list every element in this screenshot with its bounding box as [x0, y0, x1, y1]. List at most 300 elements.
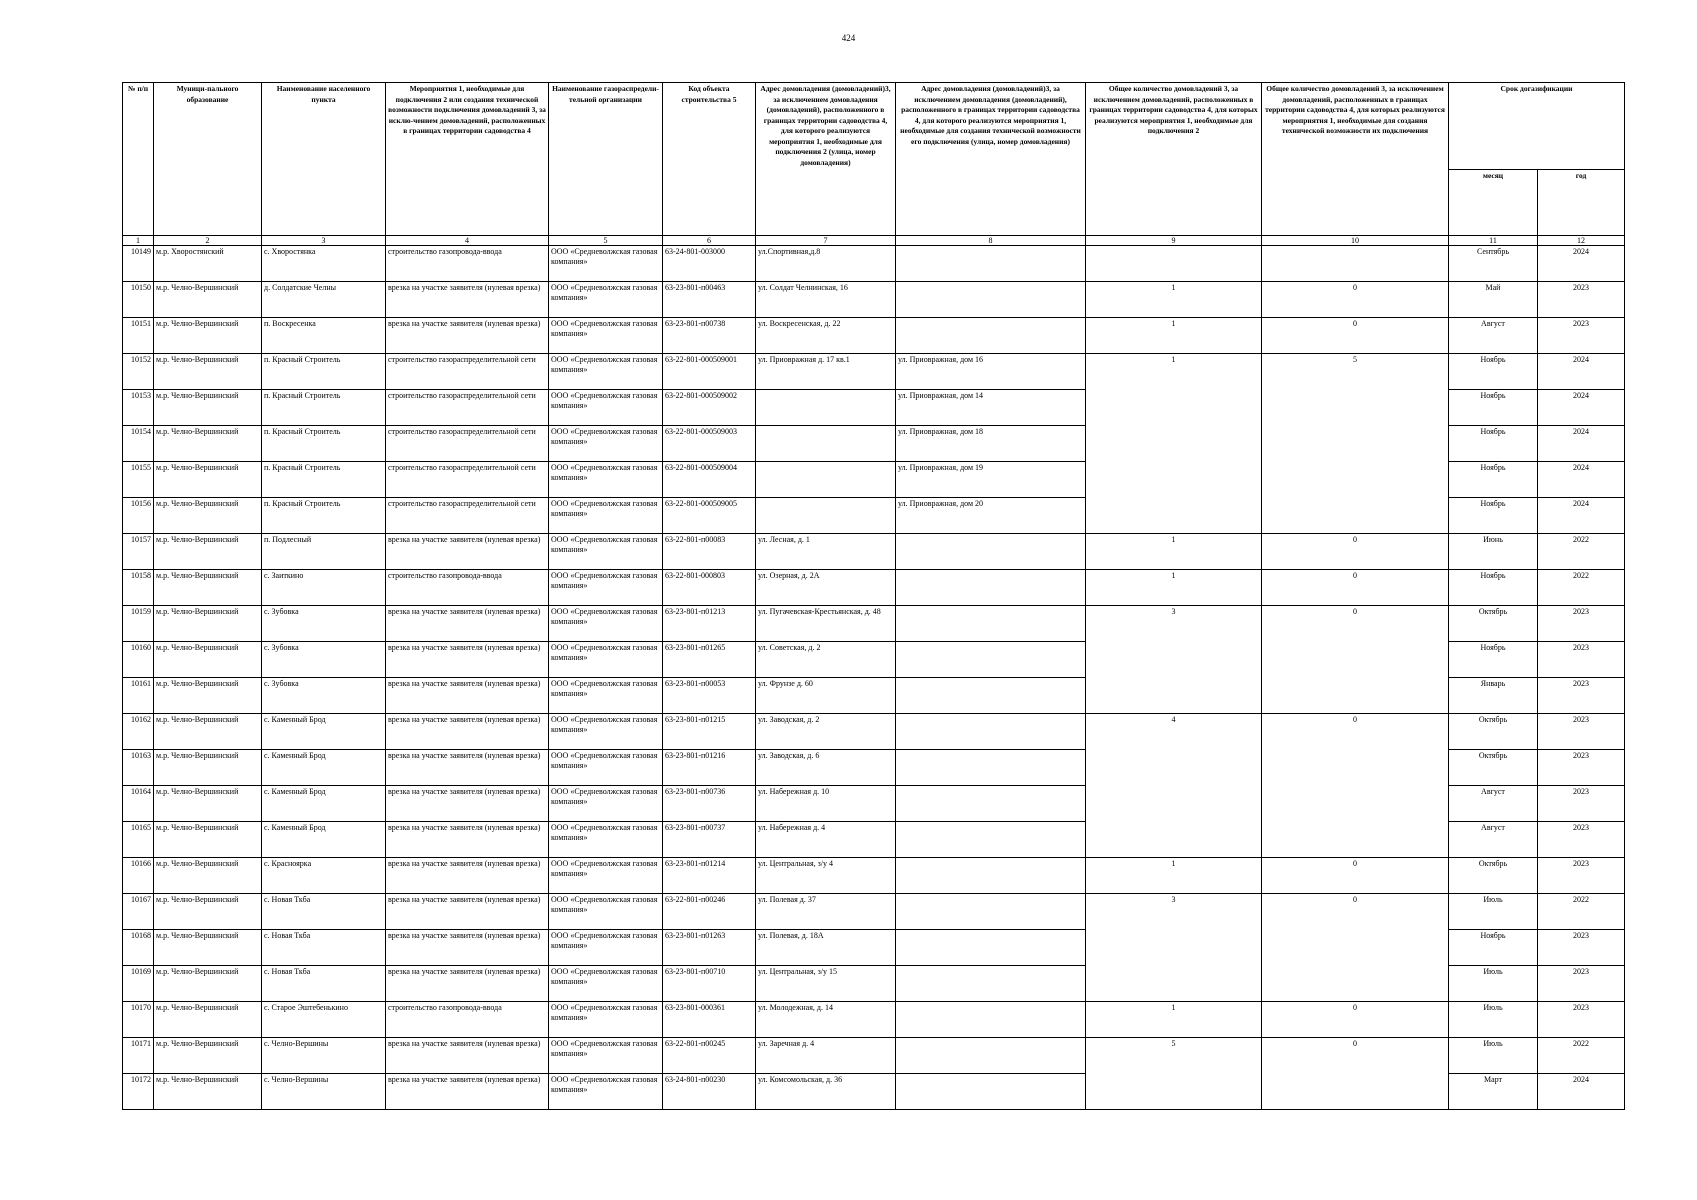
organization-cell: ООО «Средневолжская газовая компания»	[549, 1002, 663, 1038]
measure-cell: врезка на участке заявителя (нулевая врезка)	[386, 966, 549, 1002]
row-number: 10166	[123, 858, 154, 894]
month-cell: Ноябрь	[1449, 642, 1538, 678]
row-number: 10168	[123, 930, 154, 966]
object-code-cell: 63-23-801-000361	[663, 1002, 756, 1038]
object-code-cell: 63-22-801-п00246	[663, 894, 756, 930]
count-connection-cell: 1	[1086, 354, 1262, 534]
row-number: 10150	[123, 282, 154, 318]
measure-cell: врезка на участке заявителя (нулевая врезка)	[386, 678, 549, 714]
municipality-cell: м.р. Челно-Вершинский	[154, 354, 262, 390]
object-code-cell: 63-23-801-п01214	[663, 858, 756, 894]
count-technical-cell: 0	[1262, 570, 1449, 606]
row-number: 10154	[123, 426, 154, 462]
measure-cell: строительство газораспределительной сети	[386, 498, 549, 534]
row-number: 10172	[123, 1074, 154, 1110]
object-code-cell: 63-24-801-п00230	[663, 1074, 756, 1110]
address-connection-cell	[756, 498, 896, 534]
year-cell: 2024	[1538, 354, 1625, 390]
table-row	[123, 354, 1625, 390]
header-year: год	[1538, 170, 1625, 236]
measure-cell: врезка на участке заявителя (нулевая врезка)	[386, 714, 549, 750]
count-technical-cell: 0	[1262, 318, 1449, 354]
month-cell: Июль	[1449, 894, 1538, 930]
month-cell: Май	[1449, 282, 1538, 318]
settlement-cell: с. Челно-Вершины	[262, 1074, 386, 1110]
organization-cell: ООО «Средневолжская газовая компания»	[549, 1038, 663, 1074]
object-code-cell: 63-22-801-п00083	[663, 534, 756, 570]
address-technical-cell: ул. Приовражная, дом 14	[896, 390, 1086, 426]
municipality-cell: м.р. Челно-Вершинский	[154, 1038, 262, 1074]
organization-cell: ООО «Средневолжская газовая компания»	[549, 750, 663, 786]
settlement-cell: п. Красный Строитель	[262, 426, 386, 462]
year-cell: 2022	[1538, 570, 1625, 606]
table-row	[123, 570, 1625, 606]
address-technical-cell	[896, 714, 1086, 750]
year-cell: 2023	[1538, 714, 1625, 750]
column-number: 4	[386, 236, 549, 246]
header-count-technical: Общее количество домовладений 3, за исключением домовладений, расположенных в границах территории садоводства 4, для которых реализуются мероприятия 1, необходимые для создания технической возможности их подключения	[1262, 83, 1449, 236]
organization-cell: ООО «Средневолжская газовая компания»	[549, 354, 663, 390]
page-number: 424	[841, 33, 856, 43]
year-cell: 2023	[1538, 930, 1625, 966]
address-connection-cell: ул. Приовражная д. 17 кв.1	[756, 354, 896, 390]
column-number: 2	[154, 236, 262, 246]
address-connection-cell: ул. Пугачевская-Крестьянская, д. 48	[756, 606, 896, 642]
month-cell: Июнь	[1449, 534, 1538, 570]
year-cell: 2023	[1538, 606, 1625, 642]
measure-cell: врезка на участке заявителя (нулевая врезка)	[386, 1074, 549, 1110]
count-connection-cell: 5	[1086, 1038, 1262, 1110]
address-technical-cell	[896, 570, 1086, 606]
table-row	[123, 714, 1625, 750]
organization-cell: ООО «Средневолжская газовая компания»	[549, 858, 663, 894]
address-technical-cell: ул. Приовражная, дом 16	[896, 354, 1086, 390]
address-connection-cell: ул. Воскресенская, д. 22	[756, 318, 896, 354]
count-connection-cell: 3	[1086, 894, 1262, 1002]
settlement-cell: п. Подлесный	[262, 534, 386, 570]
object-code-cell: 63-22-801-000803	[663, 570, 756, 606]
address-connection-cell: ул. Заводская, д. 6	[756, 750, 896, 786]
table-row	[123, 282, 1625, 318]
measure-cell: врезка на участке заявителя (нулевая врезка)	[386, 642, 549, 678]
address-technical-cell: ул. Приовражная, дом 18	[896, 426, 1086, 462]
municipality-cell: м.р. Челно-Вершинский	[154, 534, 262, 570]
count-connection-cell: 1	[1086, 858, 1262, 894]
settlement-cell: п. Красный Строитель	[262, 354, 386, 390]
row-number: 10159	[123, 606, 154, 642]
table-row	[123, 534, 1625, 570]
column-number: 1	[123, 236, 154, 246]
address-connection-cell: ул. Фрунзе д. 60	[756, 678, 896, 714]
municipality-cell: м.р. Челно-Вершинский	[154, 462, 262, 498]
object-code-cell: 63-23-801-п00710	[663, 966, 756, 1002]
month-cell: Ноябрь	[1449, 930, 1538, 966]
settlement-cell: с. Новая Ткба	[262, 894, 386, 930]
address-connection-cell: ул. Полевая, д. 18А	[756, 930, 896, 966]
month-cell: Январь	[1449, 678, 1538, 714]
measure-cell: строительство газопровода-ввода	[386, 1002, 549, 1038]
organization-cell: ООО «Средневолжская газовая компания»	[549, 390, 663, 426]
count-connection-cell: 4	[1086, 714, 1262, 858]
count-technical-cell: 0	[1262, 1038, 1449, 1110]
address-connection-cell: ул. Озерная, д. 2А	[756, 570, 896, 606]
organization-cell: ООО «Средневолжская газовая компания»	[549, 570, 663, 606]
organization-cell: ООО «Средневолжская газовая компания»	[549, 1074, 663, 1110]
object-code-cell: 63-24-801-003000	[663, 246, 756, 282]
header-number: № п/п	[123, 83, 154, 236]
count-connection-cell: 3	[1086, 606, 1262, 714]
header-address-technical: Адрес домовладения (домовладений)3, за исключением домовладения (домовладений), расположенного в границах территории садоводства 4, для которого реализуются мероприятия 1, необходимые для создания технической возможности его подключения (улица, номер домовладения)	[896, 83, 1086, 236]
row-number: 10156	[123, 498, 154, 534]
measure-cell: врезка на участке заявителя (нулевая врезка)	[386, 786, 549, 822]
header-object-code: Код объекта строительства 5	[663, 83, 756, 236]
measure-cell: врезка на участке заявителя (нулевая врезка)	[386, 750, 549, 786]
row-number: 10149	[123, 246, 154, 282]
organization-cell: ООО «Средневолжская газовая компания»	[549, 534, 663, 570]
table-row	[123, 858, 1625, 894]
month-cell: Ноябрь	[1449, 462, 1538, 498]
measure-cell: врезка на участке заявителя (нулевая врезка)	[386, 822, 549, 858]
month-cell: Август	[1449, 786, 1538, 822]
row-number: 10160	[123, 642, 154, 678]
municipality-cell: м.р. Челно-Вершинский	[154, 282, 262, 318]
address-connection-cell: ул. Комсомольская, д. 36	[756, 1074, 896, 1110]
measure-cell: строительство газораспределительной сети	[386, 354, 549, 390]
object-code-cell: 63-23-801-п01215	[663, 714, 756, 750]
object-code-cell: 63-23-801-п00053	[663, 678, 756, 714]
measure-cell: строительство газораспределительной сети	[386, 462, 549, 498]
object-code-cell: 63-22-801-000509003	[663, 426, 756, 462]
measure-cell: строительство газопровода-ввода	[386, 570, 549, 606]
row-number: 10162	[123, 714, 154, 750]
year-cell: 2024	[1538, 462, 1625, 498]
year-cell: 2023	[1538, 858, 1625, 894]
measure-cell: врезка на участке заявителя (нулевая врезка)	[386, 318, 549, 354]
month-cell: Октябрь	[1449, 606, 1538, 642]
year-cell: 2024	[1538, 498, 1625, 534]
settlement-cell: с. Зубовка	[262, 606, 386, 642]
column-number: 7	[756, 236, 896, 246]
municipality-cell: м.р. Челно-Вершинский	[154, 930, 262, 966]
organization-cell: ООО «Средневолжская газовая компания»	[549, 426, 663, 462]
row-number: 10169	[123, 966, 154, 1002]
organization-cell: ООО «Средневолжская газовая компания»	[549, 498, 663, 534]
object-code-cell: 63-23-801-п00463	[663, 282, 756, 318]
table-row	[123, 1038, 1625, 1074]
settlement-cell: с. Красноярка	[262, 858, 386, 894]
settlement-cell: п. Красный Строитель	[262, 390, 386, 426]
year-cell: 2022	[1538, 1038, 1625, 1074]
table-row	[123, 246, 1625, 282]
object-code-cell: 63-23-801-п00736	[663, 786, 756, 822]
organization-cell: ООО «Средневолжская газовая компания»	[549, 282, 663, 318]
settlement-cell: п. Красный Строитель	[262, 462, 386, 498]
measure-cell: врезка на участке заявителя (нулевая врезка)	[386, 282, 549, 318]
address-technical-cell	[896, 822, 1086, 858]
year-cell: 2023	[1538, 966, 1625, 1002]
address-technical-cell	[896, 1002, 1086, 1038]
count-connection-cell	[1086, 246, 1262, 282]
settlement-cell: с. Зубовка	[262, 642, 386, 678]
municipality-cell: м.р. Челно-Вершинский	[154, 678, 262, 714]
address-technical-cell	[896, 750, 1086, 786]
table-row	[123, 1002, 1625, 1038]
year-cell: 2024	[1538, 246, 1625, 282]
settlement-cell: п. Красный Строитель	[262, 498, 386, 534]
month-cell: Июль	[1449, 1038, 1538, 1074]
row-number: 10155	[123, 462, 154, 498]
organization-cell: ООО «Средневолжская газовая компания»	[549, 894, 663, 930]
column-number: 12	[1538, 236, 1625, 246]
municipality-cell: м.р. Челно-Вершинский	[154, 606, 262, 642]
organization-cell: ООО «Средневолжская газовая компания»	[549, 318, 663, 354]
settlement-cell: с. Хворостянка	[262, 246, 386, 282]
object-code-cell: 63-23-801-п00737	[663, 822, 756, 858]
municipality-cell: м.р. Челно-Вершинский	[154, 894, 262, 930]
municipality-cell: м.р. Челно-Вершинский	[154, 966, 262, 1002]
year-cell: 2023	[1538, 786, 1625, 822]
count-technical-cell: 0	[1262, 714, 1449, 858]
object-code-cell: 63-22-801-000509004	[663, 462, 756, 498]
row-number: 10158	[123, 570, 154, 606]
month-cell: Октябрь	[1449, 858, 1538, 894]
address-connection-cell	[756, 426, 896, 462]
measure-cell: строительство газопровода-ввода	[386, 246, 549, 282]
address-connection-cell: ул. Лесная, д. 1	[756, 534, 896, 570]
month-cell: Октябрь	[1449, 714, 1538, 750]
measure-cell: врезка на участке заявителя (нулевая врезка)	[386, 606, 549, 642]
address-technical-cell	[896, 894, 1086, 930]
column-number: 8	[896, 236, 1086, 246]
year-cell: 2023	[1538, 750, 1625, 786]
organization-cell: ООО «Средневолжская газовая компания»	[549, 462, 663, 498]
month-cell: Август	[1449, 822, 1538, 858]
address-connection-cell: ул. Заречная д. 4	[756, 1038, 896, 1074]
settlement-cell: с. Челно-Вершины	[262, 1038, 386, 1074]
measure-cell: врезка на участке заявителя (нулевая врезка)	[386, 1038, 549, 1074]
count-connection-cell: 1	[1086, 534, 1262, 570]
row-number: 10167	[123, 894, 154, 930]
address-technical-cell	[896, 786, 1086, 822]
year-cell: 2023	[1538, 1002, 1625, 1038]
municipality-cell: м.р. Челно-Вершинский	[154, 570, 262, 606]
row-number: 10164	[123, 786, 154, 822]
address-technical-cell	[896, 318, 1086, 354]
organization-cell: ООО «Средневолжская газовая компания»	[549, 966, 663, 1002]
month-cell: Июль	[1449, 1002, 1538, 1038]
year-cell: 2023	[1538, 678, 1625, 714]
row-number: 10153	[123, 390, 154, 426]
gasification-table	[122, 82, 1625, 1110]
header-settlement: Наименование населенного пункта	[262, 83, 386, 236]
month-cell: Октябрь	[1449, 750, 1538, 786]
address-technical-cell	[896, 678, 1086, 714]
address-connection-cell	[756, 390, 896, 426]
address-technical-cell	[896, 282, 1086, 318]
row-number: 10157	[123, 534, 154, 570]
table-row	[123, 318, 1625, 354]
table-row	[123, 894, 1625, 930]
object-code-cell: 63-22-801-п00245	[663, 1038, 756, 1074]
count-technical-cell: 0	[1262, 534, 1449, 570]
measure-cell: врезка на участке заявителя (нулевая врезка)	[386, 894, 549, 930]
month-cell: Июль	[1449, 966, 1538, 1002]
count-technical-cell	[1262, 246, 1449, 282]
row-number: 10152	[123, 354, 154, 390]
municipality-cell: м.р. Челно-Вершинский	[154, 786, 262, 822]
header-deadline: Срок догазификации	[1449, 83, 1625, 170]
column-number: 6	[663, 236, 756, 246]
settlement-cell: с. Новая Ткба	[262, 930, 386, 966]
column-number: 9	[1086, 236, 1262, 246]
table-row	[123, 606, 1625, 642]
year-cell: 2024	[1538, 426, 1625, 462]
object-code-cell: 63-23-801-п01213	[663, 606, 756, 642]
organization-cell: ООО «Средневолжская газовая компания»	[549, 714, 663, 750]
measure-cell: строительство газораспределительной сети	[386, 390, 549, 426]
header-count-connection: Общее количество домовладений 3, за исключением домовладений, расположенных в границах территории садоводства 4, для которых реализуются мероприятия 1, необходимые для подключения 2	[1086, 83, 1262, 236]
object-code-cell: 63-22-801-000509002	[663, 390, 756, 426]
organization-cell: ООО «Средневолжская газовая компания»	[549, 786, 663, 822]
address-technical-cell	[896, 930, 1086, 966]
count-technical-cell: 0	[1262, 894, 1449, 1002]
month-cell: Ноябрь	[1449, 498, 1538, 534]
municipality-cell: м.р. Челно-Вершинский	[154, 1002, 262, 1038]
organization-cell: ООО «Средневолжская газовая компания»	[549, 678, 663, 714]
row-number: 10170	[123, 1002, 154, 1038]
address-technical-cell	[896, 606, 1086, 642]
address-technical-cell	[896, 858, 1086, 894]
organization-cell: ООО «Средневолжская газовая компания»	[549, 606, 663, 642]
count-connection-cell: 1	[1086, 1002, 1262, 1038]
header-month: месяц	[1449, 170, 1538, 236]
month-cell: Март	[1449, 1074, 1538, 1110]
address-technical-cell: ул. Приовражная, дом 19	[896, 462, 1086, 498]
address-connection-cell: ул. Солдат Челнинская, 16	[756, 282, 896, 318]
address-connection-cell: ул. Советская, д. 2	[756, 642, 896, 678]
organization-cell: ООО «Средневолжская газовая компания»	[549, 822, 663, 858]
address-technical-cell	[896, 642, 1086, 678]
address-connection-cell: ул. Набережная д. 4	[756, 822, 896, 858]
measure-cell: врезка на участке заявителя (нулевая врезка)	[386, 930, 549, 966]
address-technical-cell	[896, 534, 1086, 570]
count-technical-cell: 5	[1262, 354, 1449, 534]
measure-cell: строительство газораспределительной сети	[386, 426, 549, 462]
settlement-cell: с. Каменный Брод	[262, 714, 386, 750]
header-address-connection: Адрес домовладения (домовладений)3, за исключением домовладения (домовладений), расположенного в границах территории садоводства 4, для которого реализуются мероприятия 1, необходимые для подключения 2 (улица, номер домовладения)	[756, 83, 896, 236]
object-code-cell: 63-22-801-000509005	[663, 498, 756, 534]
settlement-cell: п. Воскресенка	[262, 318, 386, 354]
row-number: 10151	[123, 318, 154, 354]
month-cell: Ноябрь	[1449, 570, 1538, 606]
row-number: 10171	[123, 1038, 154, 1074]
year-cell: 2023	[1538, 642, 1625, 678]
row-number: 10161	[123, 678, 154, 714]
address-technical-cell	[896, 1038, 1086, 1074]
count-technical-cell: 0	[1262, 606, 1449, 714]
settlement-cell: с. Каменный Брод	[262, 750, 386, 786]
municipality-cell: м.р. Хворостянский	[154, 246, 262, 282]
address-connection-cell: ул. Полевая д. 37	[756, 894, 896, 930]
year-cell: 2022	[1538, 894, 1625, 930]
column-number: 3	[262, 236, 386, 246]
measure-cell: врезка на участке заявителя (нулевая врезка)	[386, 858, 549, 894]
organization-cell: ООО «Средневолжская газовая компания»	[549, 930, 663, 966]
table-header	[123, 83, 1625, 236]
year-cell: 2024	[1538, 1074, 1625, 1110]
address-connection-cell: ул. Заводская, д. 2	[756, 714, 896, 750]
month-cell: Август	[1449, 318, 1538, 354]
year-cell: 2023	[1538, 282, 1625, 318]
count-connection-cell: 1	[1086, 318, 1262, 354]
object-code-cell: 63-23-801-п00738	[663, 318, 756, 354]
count-technical-cell: 0	[1262, 282, 1449, 318]
settlement-cell: с. Старое Эштебенькино	[262, 1002, 386, 1038]
object-code-cell: 63-23-801-п01265	[663, 642, 756, 678]
column-number: 5	[549, 236, 663, 246]
organization-cell: ООО «Средневолжская газовая компания»	[549, 246, 663, 282]
municipality-cell: м.р. Челно-Вершинский	[154, 1074, 262, 1110]
address-connection-cell: ул.Спортивная,д.8	[756, 246, 896, 282]
settlement-cell: с. Каменный Брод	[262, 822, 386, 858]
address-technical-cell: ул. Приовражная, дом 20	[896, 498, 1086, 534]
year-cell: 2024	[1538, 390, 1625, 426]
organization-cell: ООО «Средневолжская газовая компания»	[549, 642, 663, 678]
count-connection-cell: 1	[1086, 570, 1262, 606]
address-connection-cell: ул. Молодежная, д. 14	[756, 1002, 896, 1038]
year-cell: 2023	[1538, 318, 1625, 354]
municipality-cell: м.р. Челно-Вершинский	[154, 642, 262, 678]
month-cell: Ноябрь	[1449, 390, 1538, 426]
object-code-cell: 63-23-801-п01263	[663, 930, 756, 966]
settlement-cell: с. Каменный Брод	[262, 786, 386, 822]
address-connection-cell: ул. Центральная, з/у 4	[756, 858, 896, 894]
header-organization: Наименование газораспредели-тельной организации	[549, 83, 663, 236]
settlement-cell: с. Заиткино	[262, 570, 386, 606]
address-connection-cell	[756, 462, 896, 498]
count-technical-cell: 0	[1262, 1002, 1449, 1038]
object-code-cell: 63-23-801-п01216	[663, 750, 756, 786]
municipality-cell: м.р. Челно-Вершинский	[154, 750, 262, 786]
address-technical-cell	[896, 966, 1086, 1002]
count-connection-cell: 1	[1086, 282, 1262, 318]
address-connection-cell: ул. Набережная д. 10	[756, 786, 896, 822]
municipality-cell: м.р. Челно-Вершинский	[154, 318, 262, 354]
municipality-cell: м.р. Челно-Вершинский	[154, 858, 262, 894]
month-cell: Сентябрь	[1449, 246, 1538, 282]
municipality-cell: м.р. Челно-Вершинский	[154, 714, 262, 750]
settlement-cell: с. Зубовка	[262, 678, 386, 714]
column-number-row	[123, 236, 1625, 246]
header-measures: Мероприятия 1, необходимые для подключения 2 или создания технической возможности подключения домовладений 3, за исклю-чением домовладений, расположенных в границах территории садоводства 4	[386, 83, 549, 236]
header-municipality: Муници-пального образование	[154, 83, 262, 236]
object-code-cell: 63-22-801-000509001	[663, 354, 756, 390]
municipality-cell: м.р. Челно-Вершинский	[154, 426, 262, 462]
address-connection-cell: ул. Центральная, з/у 15	[756, 966, 896, 1002]
municipality-cell: м.р. Челно-Вершинский	[154, 498, 262, 534]
address-technical-cell	[896, 1074, 1086, 1110]
measure-cell: врезка на участке заявителя (нулевая врезка)	[386, 534, 549, 570]
month-cell: Ноябрь	[1449, 354, 1538, 390]
month-cell: Ноябрь	[1449, 426, 1538, 462]
column-number: 11	[1449, 236, 1538, 246]
row-number: 10163	[123, 750, 154, 786]
municipality-cell: м.р. Челно-Вершинский	[154, 822, 262, 858]
year-cell: 2022	[1538, 534, 1625, 570]
address-technical-cell	[896, 246, 1086, 282]
year-cell: 2023	[1538, 822, 1625, 858]
settlement-cell: с. Новая Ткба	[262, 966, 386, 1002]
